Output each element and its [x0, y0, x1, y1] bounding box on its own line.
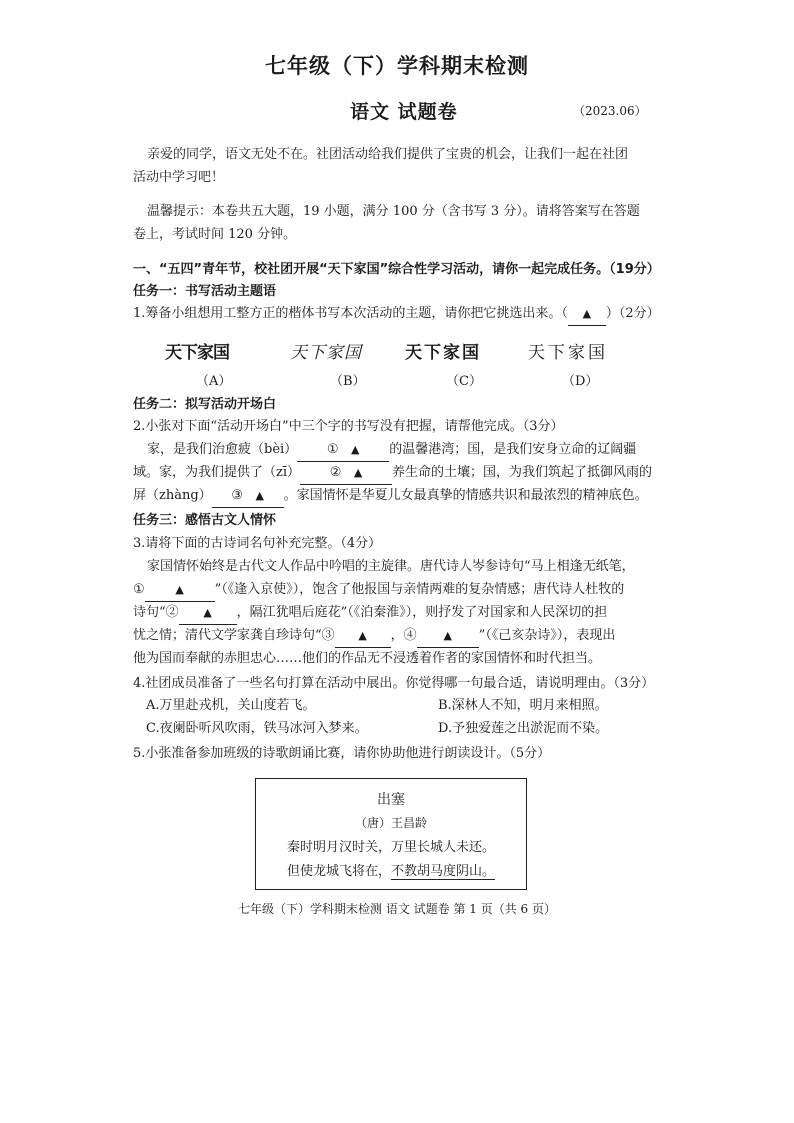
q3-line-1: 家国情怀始终是古代文人作品中吟唱的主旋律。唐代诗人岑参诗句“马上相逢无纸笔，: [147, 559, 635, 574]
answer-blank-q2-1[interactable]: ① ▲: [297, 438, 389, 462]
answer-blank-q2-2[interactable]: ② ▲: [300, 461, 392, 485]
q4-option-d: D.予独爱莲之出淤泥而不染。: [438, 721, 609, 736]
poem-box: [255, 778, 527, 890]
question-5: 5.小张准备参加班级的诗歌朗诵比赛，请你协助他进行朗读设计。（5分）: [133, 746, 551, 761]
q3-line-4: 忧之情；清代文学家龚自珍诗句“③ ▲ ，④ ▲ ”（《己亥杂诗》），表现出: [133, 624, 615, 648]
answer-blank-q3-3[interactable]: [335, 624, 391, 648]
triangle-icon: ▲: [353, 466, 363, 479]
option-c-calligraphy: 天下家国: [405, 343, 481, 363]
question-1: 1.筹备小组想用工整方正的楷体书写本次活动的主题，请你把它挑选出来。（ ▲ ）（2分）: [133, 302, 660, 326]
q4-option-c: C.夜阑卧听风吹雨，铁马冰河入梦来。: [146, 721, 368, 736]
page-title: 七年级（下）学科期末检测: [265, 53, 529, 78]
poem-underlined-phrase: 不教胡马度阴山。: [391, 864, 496, 879]
question-2: 2.小张对下面“活动开场白”中三个字的书写没有把握，请帮他完成。（3分）: [133, 419, 564, 434]
triangle-icon: ▲: [203, 606, 212, 619]
notice-line-1: 温馨提示：本卷共五大题，19 小题，满分 100 分（含书写 3 分）。请将答案写在答题: [147, 204, 640, 219]
q2-line-2: 域。家，为我们提供了（zī） ② ▲ 养生命的土壤；国，为我们筑起了抵御风雨的: [133, 461, 652, 485]
poem-author: （唐）王昌龄: [354, 816, 427, 830]
q3-line-2: ① ▲ ”（《逢入京使》），饱含了他报国与亲情两难的复杂情感；唐代诗人杜牧的: [133, 578, 624, 602]
question-4: 4.社团成员准备了一些名句打算在活动中展出。你觉得哪一句最合适，请说明理由。（3分）: [133, 676, 655, 691]
q2-line-1: 家，是我们治愈疲（bèi） ① ▲ 的温馨港湾；国，是我们安身立命的辽阔疆: [147, 438, 636, 462]
exam-date: （2023.06）: [573, 104, 647, 118]
q4-option-a: A.万里赴戎机，关山度若飞。: [146, 698, 316, 713]
answer-blank-q3-1[interactable]: [145, 578, 215, 602]
option-c-label: （C）: [446, 374, 482, 389]
task-2-heading: 任务二：拟写活动开场白: [133, 397, 277, 412]
triangle-icon: ▲: [358, 629, 367, 642]
question-3: 3.请将下面的古诗词名句补充完整。（4分）: [133, 536, 382, 551]
q2-line-3: 屏（zhàng） ③ ▲ 。家国情怀是华夏儿女最真挚的情感共识和最浓烈的精神底色。: [133, 484, 648, 508]
poem-line-1: 秦时明月汉时关，万里长城人未还。: [286, 840, 495, 855]
answer-blank-q3-2[interactable]: [179, 601, 237, 625]
option-d-calligraphy: 天下家国: [528, 343, 608, 363]
poem-line-2: 但使龙城飞将在，不教胡马度阴山。: [286, 864, 496, 879]
q3-line-3: 诗句“② ▲ ，隔江犹唱后庭花”（《泊秦淮》），则抒发了对国家和人民深切的担: [133, 601, 607, 625]
option-a-label: （A）: [196, 374, 232, 389]
task-1-heading: 任务一：书写活动主题语: [133, 284, 277, 299]
triangle-icon: ▲: [443, 629, 452, 642]
triangle-icon: ▲: [582, 307, 592, 320]
option-a-calligraphy: 天下家国: [165, 343, 229, 363]
intro-line-1: 亲爱的同学，语文无处不在。社团活动给我们提供了宝贵的机会，让我们一起在社团: [147, 147, 629, 162]
q4-option-b: B.深林人不知，明月来相照。: [438, 698, 608, 713]
triangle-icon: ▲: [175, 583, 184, 596]
notice-line-2: 卷上，考试时间 120 分钟。: [133, 227, 297, 242]
answer-blank-q3-4[interactable]: [417, 624, 479, 648]
intro-line-2: 活动中学习吧！: [133, 170, 225, 185]
option-d-label: （D）: [562, 374, 599, 389]
triangle-icon: ▲: [350, 443, 360, 456]
q3-line-5: 他为国而奉献的赤胆忠心……他们的作品无不浸透着作者的家国情怀和时代担当。: [133, 651, 602, 666]
section-1-heading: 一、“五四”青年节，校社团开展“天下家国”综合性学习活动，请你一起完成任务。（19分）: [133, 262, 660, 277]
option-b-calligraphy: 天下家国: [290, 343, 362, 363]
triangle-icon: ▲: [255, 489, 264, 502]
page-subtitle: 语文 试题卷: [350, 101, 458, 123]
calligraphy-options: [160, 338, 660, 368]
answer-blank-q1[interactable]: [568, 302, 606, 326]
task-3-heading: 任务三：感悟古文人情怀: [133, 513, 277, 528]
option-b-label: （B）: [330, 374, 366, 389]
page-footer: 七年级（下）学科期末检测 语文 试题卷 第 1 页（共 6 页）: [238, 902, 556, 916]
answer-blank-q2-3[interactable]: ③ ▲: [212, 484, 284, 508]
poem-title: 出塞: [377, 792, 405, 808]
